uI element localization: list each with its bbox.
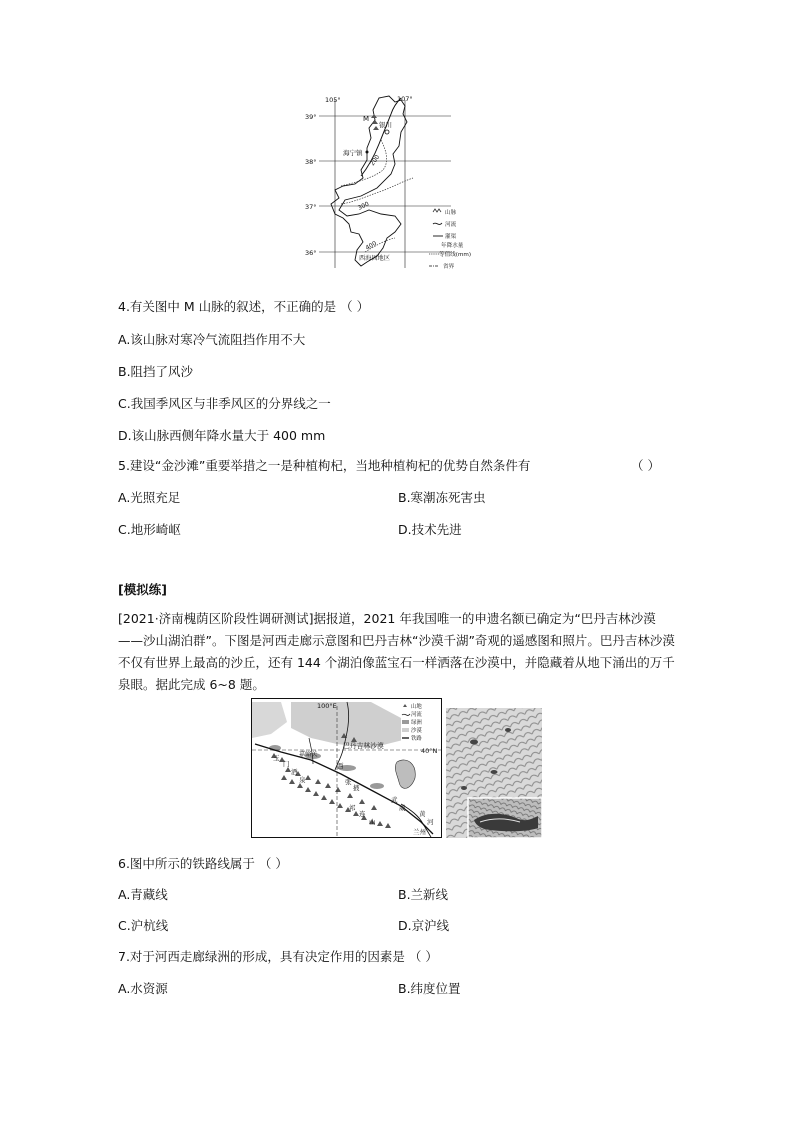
label-ye: 掖 bbox=[353, 784, 360, 792]
question-5-option-c: C.地形崎岖 bbox=[118, 522, 181, 537]
legend-oasis: 绿洲 bbox=[411, 720, 422, 726]
label-men: 门 bbox=[283, 760, 290, 768]
jiayuguan-label: 嘉峪关 bbox=[299, 751, 318, 758]
question-5-option-d: D.技术先进 bbox=[398, 522, 462, 537]
lon-label-100e: 100°E bbox=[317, 702, 337, 710]
haining-town-marker bbox=[366, 151, 369, 154]
question-6-option-b: B.兰新线 bbox=[398, 887, 449, 902]
map2-legend bbox=[401, 701, 439, 747]
legend-precip-2: 等值线(mm) bbox=[439, 252, 472, 258]
question-5-stem: 5.建设“金沙滩”重要举措之一是种植枸杞，当地种植枸杞的优势自然条件有 bbox=[118, 458, 531, 473]
badain-jaran-label: 巴丹吉林沙漠 bbox=[343, 742, 384, 750]
legend-canal: 灌渠 bbox=[445, 234, 457, 240]
hexi-corridor-map-figure bbox=[251, 698, 442, 838]
isoline-300-label: 300 bbox=[356, 200, 371, 212]
legend-province-border: 省界 bbox=[443, 264, 455, 270]
label-xi: 西 bbox=[337, 762, 344, 770]
xihaigu-label: 西海固地区 bbox=[359, 255, 390, 262]
question-6-option-a: A.青藏线 bbox=[118, 887, 168, 902]
label-wu: 武 bbox=[391, 796, 398, 804]
lat-label-37: 37° bbox=[305, 203, 317, 211]
question-4-option-d: D.该山脉西侧年降水量大于 400 mm bbox=[118, 428, 326, 443]
label-lian: 连 bbox=[359, 810, 366, 818]
label-qi: 祁 bbox=[349, 804, 356, 812]
lanzhou-label: 兰州 bbox=[413, 828, 426, 836]
lon-label-105: 105° bbox=[325, 96, 341, 104]
remote-sensing-photo bbox=[446, 708, 542, 838]
question-4-stem: 4.有关图中 M 山脉的叙述，不正确的是 （ ） bbox=[118, 299, 370, 314]
question-4-option-c: C.我国季风区与非季风区的分界线之一 bbox=[118, 396, 331, 411]
question-4-option-a: A.该山脉对寒冷气流阻挡作用不大 bbox=[118, 332, 306, 347]
label-he: 河 bbox=[427, 818, 434, 826]
label-huang: 黄 bbox=[419, 810, 426, 818]
question-7-option-b: B.纬度位置 bbox=[398, 981, 461, 996]
lon-label-107: 107° bbox=[397, 95, 413, 103]
question-7-stem: 7.对于河西走廊绿洲的形成，具有决定作用的因素是 （ ） bbox=[118, 949, 438, 964]
question-6-stem: 6.图中所示的铁路线属于 （ ） bbox=[118, 856, 288, 871]
legend-railway: 铁路 bbox=[411, 736, 422, 742]
label-wei: 威 bbox=[399, 804, 406, 812]
question-6-option-d: D.京沪线 bbox=[398, 918, 450, 933]
question-7-option-a: A.水资源 bbox=[118, 981, 168, 996]
legend-precip-1: 年降水量 bbox=[441, 243, 464, 249]
question-4-option-b: B.阻挡了风沙 bbox=[118, 364, 194, 379]
legend-river-2: 河流 bbox=[411, 712, 422, 718]
legend-river: 河流 bbox=[445, 222, 457, 228]
label-quan: 泉 bbox=[299, 776, 306, 784]
label-zhang: 张 bbox=[345, 778, 352, 786]
question-5-option-b: B.寒潮冻死害虫 bbox=[398, 490, 486, 505]
label-shan: 山 bbox=[369, 818, 376, 826]
lat-label-40n: 40°N bbox=[421, 747, 438, 755]
question-5-paren: （ ） bbox=[631, 458, 660, 473]
legend-mountain-2: 山地 bbox=[411, 704, 422, 710]
isoline-200-label: 200 bbox=[368, 153, 382, 168]
question-6-option-c: C.沪杭线 bbox=[118, 918, 169, 933]
label-jiu: 酒 bbox=[291, 768, 298, 776]
passage-text: [2021·济南槐荫区阶段性调研测试]据报道，2021 年我国唯一的申遗名额已确定为“巴丹吉林沙漠——沙山湖泊群”。下图是河西走廊示意图和巴丹吉林“沙漠千湖”奇观的遥感图和照片。巴丹吉林沙漠不仅有世界上最高的沙丘，还有 144 个湖泊像蓝宝石一样洒落在沙漠中，并隐藏着从地下涌出的万千泉眼。据此完成 6~8 题。 bbox=[118, 611, 675, 692]
legend-mountain: 山脉 bbox=[445, 210, 457, 216]
question-5-option-a: A.光照充足 bbox=[118, 490, 181, 505]
label-yu: 玉 bbox=[273, 754, 280, 762]
ningxia-map-figure bbox=[305, 92, 472, 274]
isoline-400-label: 400 bbox=[364, 239, 378, 252]
section-title: [模拟练] bbox=[118, 582, 167, 597]
lat-label-38: 38° bbox=[305, 158, 317, 166]
haining-town-label: 海宁镇 bbox=[343, 149, 363, 157]
legend-desert: 沙漠 bbox=[411, 728, 422, 734]
lat-label-39: 39° bbox=[305, 113, 317, 121]
lat-label-36: 36° bbox=[305, 249, 317, 257]
mountain-m-label: M bbox=[363, 115, 370, 123]
yinchuan-label: 银川 bbox=[379, 121, 392, 129]
